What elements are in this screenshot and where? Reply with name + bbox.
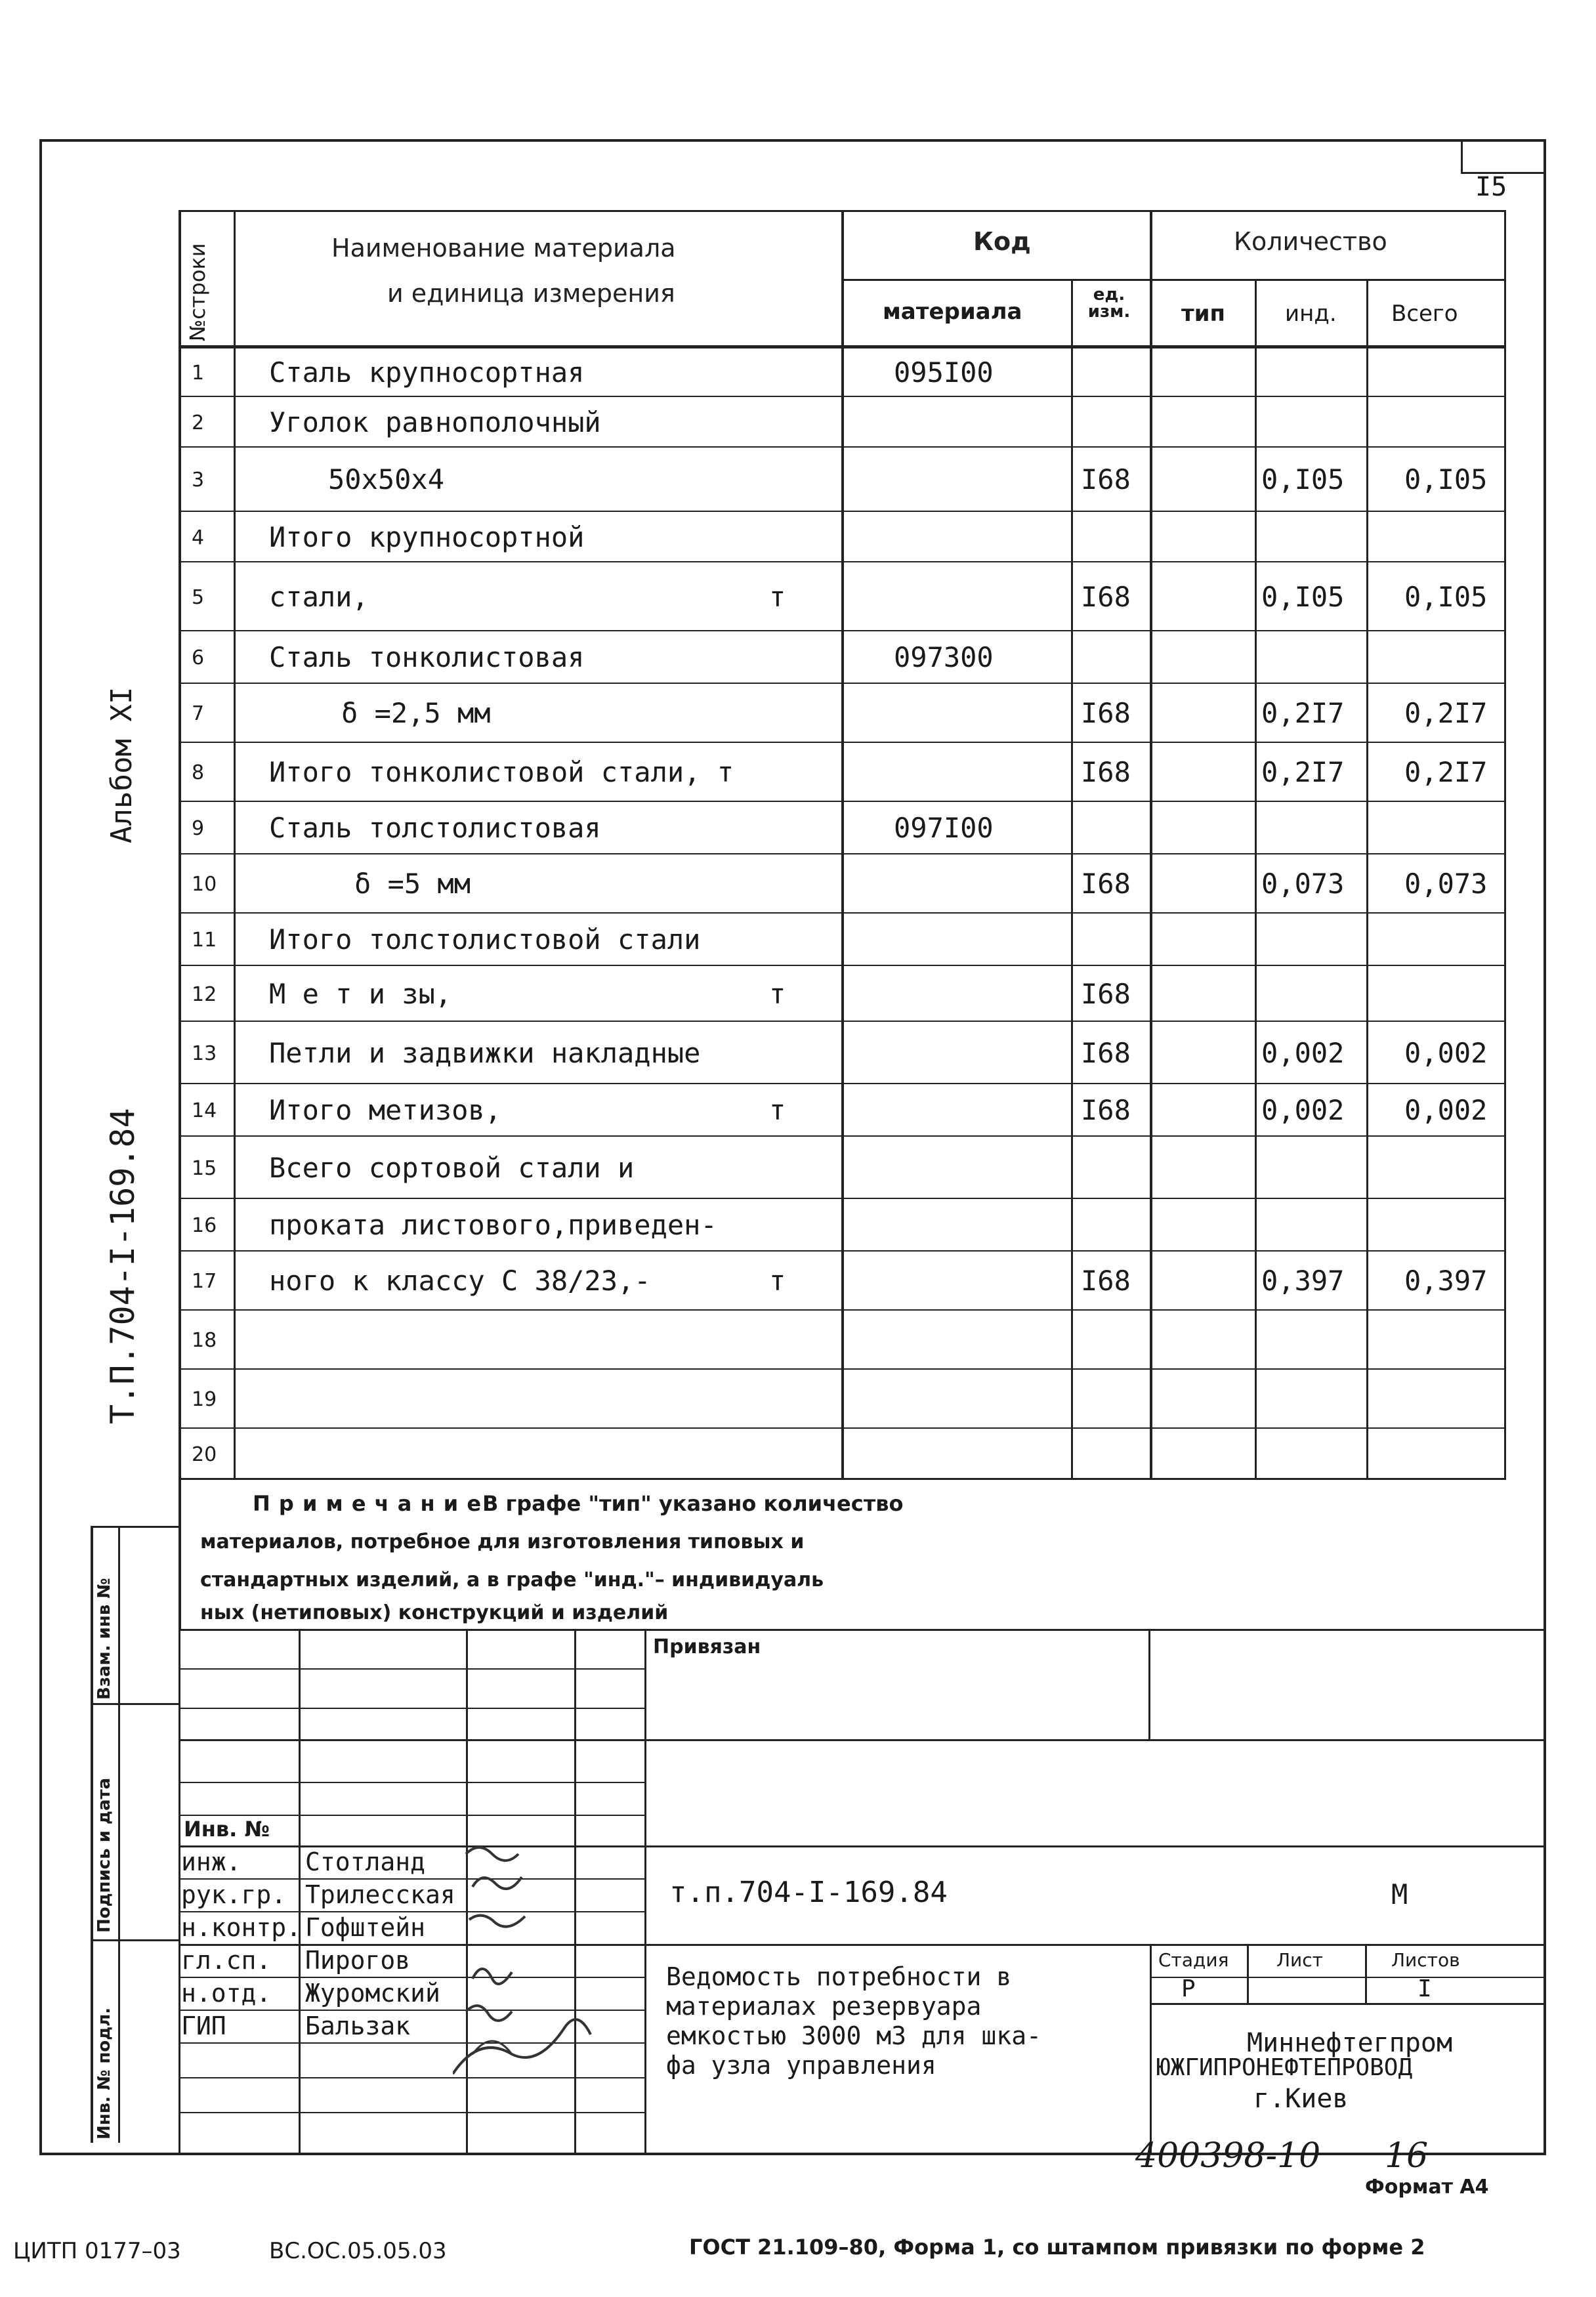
row-code: 097I00	[894, 812, 994, 844]
stamp-letter: М	[1391, 1878, 1408, 1910]
table-row	[178, 1311, 1505, 1368]
row-number: 19	[192, 1388, 217, 1411]
row-qty-total: 0,397	[1404, 1265, 1488, 1297]
signatory-name: Бальзак	[305, 2012, 411, 2040]
row-code: 097300	[894, 641, 994, 673]
table-row	[178, 1199, 1505, 1250]
row-name: Сталь крупносортная	[269, 356, 585, 389]
signatory-role: н.контр.	[181, 1913, 302, 1942]
row-unit-code: I68	[1081, 1037, 1131, 1069]
row-qty-ind: 0,397	[1261, 1265, 1345, 1297]
row-number: 15	[192, 1157, 217, 1180]
row-unit-code: I68	[1081, 868, 1131, 900]
table-row	[178, 562, 1505, 630]
signature-date-label: Подпись и дата	[94, 1777, 114, 1933]
signatory-name: Журомский	[305, 1979, 440, 2008]
table-row	[178, 743, 1505, 801]
row-qty-ind: 0,I05	[1261, 463, 1345, 495]
row-name: δ =5 мм	[354, 868, 471, 900]
header-code-material: материала	[883, 299, 1022, 325]
table-row	[178, 1429, 1505, 1478]
row-unit-code: I68	[1081, 1265, 1131, 1297]
row-unit-suffix: т	[769, 581, 786, 613]
row-number: 20	[192, 1443, 217, 1466]
signatory-name: Пирогов	[305, 1946, 411, 1975]
org-line3: г.Киев	[1253, 2084, 1349, 2114]
row-number: 7	[192, 702, 205, 725]
stamp-doc-code: т.п.704-I-169.84	[669, 1876, 948, 1909]
header-row-no: №строки	[185, 243, 210, 341]
sheets-label: Листов	[1391, 1949, 1460, 1971]
header-name-line2: и единица измерения	[387, 279, 675, 308]
table-row	[178, 1252, 1505, 1309]
title-line4: фа узла управления	[666, 2051, 936, 2080]
signatory-name: Гофштейн	[305, 1913, 426, 1942]
signatory-role: гл.сп.	[181, 1946, 272, 1975]
table-row	[178, 1084, 1505, 1135]
vzam-inv-label: Взам. инв №	[94, 1578, 114, 1700]
header-code-unit: ед. изм.	[1087, 285, 1131, 322]
title-line1: Ведомость потребности в	[666, 1962, 1012, 1991]
album-label: Альбом XI	[105, 686, 138, 843]
table-row	[178, 1022, 1505, 1083]
note-title: П р и м е ч а н и е	[253, 1491, 482, 1516]
header-quantity: Количество	[1234, 227, 1387, 256]
row-qty-total: 0,2I7	[1404, 697, 1488, 729]
row-number: 11	[192, 929, 217, 952]
header-qty-total: Всего	[1391, 301, 1458, 327]
table-row	[178, 448, 1505, 511]
handwritten-page: 16	[1385, 2136, 1429, 2176]
row-qty-total: 0,073	[1404, 868, 1488, 900]
table-row	[178, 854, 1505, 912]
row-number: 18	[192, 1329, 217, 1352]
format-label: Формат А4	[1365, 2176, 1489, 2199]
row-number: 4	[192, 526, 205, 549]
title-line3: емкостью 3000 м3 для шка-	[666, 2021, 1041, 2050]
org-line1: Миннефтегпром	[1247, 2028, 1453, 2058]
table-row	[178, 1370, 1505, 1427]
row-number: 17	[192, 1270, 217, 1293]
row-number: 16	[192, 1214, 217, 1237]
row-name: Всего сортовой стали и	[269, 1152, 635, 1184]
row-number: 8	[192, 761, 205, 784]
signatory-role: ГИП	[181, 2012, 226, 2040]
row-name: Итого метизов,	[269, 1094, 502, 1126]
signature-scribbles	[453, 1838, 650, 2100]
row-qty-ind: 0,073	[1261, 868, 1345, 900]
row-name: Сталь толстолистовая	[269, 812, 601, 844]
row-name: Петли и задвижки накладные	[269, 1037, 701, 1069]
row-code: 095I00	[894, 356, 994, 389]
row-name: проката листового,приведен-	[269, 1209, 717, 1241]
row-qty-total: 0,I05	[1404, 581, 1488, 613]
row-unit-suffix: т	[769, 1094, 786, 1126]
table-row	[178, 684, 1505, 742]
note-line3: стандартных изделий, а в графе "инд."– индивидуаль	[200, 1569, 824, 1591]
table-row	[178, 397, 1505, 446]
row-number: 9	[192, 817, 205, 840]
row-number: 14	[192, 1099, 217, 1122]
row-unit-suffix: т	[769, 978, 786, 1010]
row-qty-ind: 0,2I7	[1261, 697, 1345, 729]
inv-podl-label: Инв. № подл.	[94, 2007, 114, 2139]
row-number: 1	[192, 362, 205, 385]
table-row	[178, 966, 1505, 1021]
row-unit-code: I68	[1081, 756, 1131, 788]
row-unit-code: I68	[1081, 463, 1131, 495]
row-unit-code: I68	[1081, 581, 1131, 613]
note-line2: материалов, потребное для изготовления типовых и	[200, 1530, 805, 1553]
row-number: 2	[192, 411, 205, 434]
row-name: 50x50x4	[328, 463, 445, 495]
row-unit-suffix: т	[769, 1265, 786, 1297]
stage-value: Р	[1181, 1975, 1196, 2002]
inv-no-label: Инв. №	[184, 1817, 270, 1842]
header-qty-ind: инд.	[1285, 301, 1337, 327]
table-row	[178, 1137, 1505, 1198]
row-number: 12	[192, 983, 217, 1006]
table-row	[178, 914, 1505, 965]
signatory-name: Трилесская	[305, 1880, 455, 1909]
title-line2: материалах резервуара	[666, 1992, 982, 2021]
sheets-value: I	[1418, 1975, 1432, 2002]
table-row	[178, 512, 1505, 561]
project-code-vertical: Т.П.704-I-169.84	[104, 1108, 142, 1424]
row-name: Итого толстолистовой стали	[269, 923, 701, 956]
header-code: Код	[973, 227, 1031, 256]
signatory-role: н.отд.	[181, 1979, 272, 2008]
footer-left: ЦИТП 0177–03	[13, 2238, 181, 2264]
row-number: 5	[192, 586, 205, 609]
row-number: 10	[192, 873, 217, 896]
row-name: Сталь тонколистовая	[269, 641, 585, 673]
footer-mid: ВС.ОС.05.05.03	[269, 2238, 447, 2264]
row-number: 13	[192, 1042, 217, 1065]
row-name: Итого тонколистовой стали, т	[269, 756, 734, 788]
row-qty-ind: 0,I05	[1261, 581, 1345, 613]
page-number: I5	[1475, 172, 1507, 202]
privyazan-label: Привязан	[653, 1635, 761, 1658]
row-qty-total: 0,2I7	[1404, 756, 1488, 788]
row-number: 3	[192, 469, 205, 492]
signatory-role: рук.гр.	[181, 1880, 287, 1909]
table-row	[178, 802, 1505, 853]
row-unit-code: I68	[1081, 697, 1131, 729]
footer-right: ГОСТ 21.109–80, Форма 1, со штампом привязки по форме 2	[689, 2235, 1425, 2260]
row-name: Итого крупносортной	[269, 521, 585, 553]
row-qty-total: 0,002	[1404, 1037, 1488, 1069]
note-line4: ных (нетиповых) конструкций и изделий	[200, 1601, 669, 1624]
row-qty-total: 0,I05	[1404, 463, 1488, 495]
row-unit-code: I68	[1081, 1094, 1131, 1126]
row-name: δ =2,5 мм	[341, 697, 491, 729]
stage-label: Стадия	[1158, 1949, 1229, 1971]
row-qty-total: 0,002	[1404, 1094, 1488, 1126]
sheet-label: Лист	[1276, 1949, 1323, 1971]
handwritten-number: 400398-10	[1135, 2136, 1321, 2176]
signatory-name: Стотланд	[305, 1847, 426, 1876]
header-name-line1: Наименование материала	[331, 234, 676, 263]
row-qty-ind: 0,002	[1261, 1037, 1345, 1069]
table-row	[178, 348, 1505, 396]
row-name: М е т и зы,	[269, 978, 452, 1010]
table-row	[178, 631, 1505, 683]
row-unit-code: I68	[1081, 978, 1131, 1010]
row-name: стали,	[269, 581, 369, 613]
header-qty-type: тип	[1181, 301, 1226, 327]
row-qty-ind: 0,002	[1261, 1094, 1345, 1126]
row-qty-ind: 0,2I7	[1261, 756, 1345, 788]
row-name: ного к классу С 38/23,-	[269, 1265, 651, 1297]
note-line1: В графе "тип" указано количество	[482, 1491, 904, 1516]
org-line2: ЮЖГИПРОНЕФТЕПРОВОД	[1156, 2054, 1413, 2081]
row-number: 6	[192, 646, 205, 669]
row-name: Уголок равнополочный	[269, 406, 601, 438]
signatory-role: инж.	[181, 1847, 242, 1876]
